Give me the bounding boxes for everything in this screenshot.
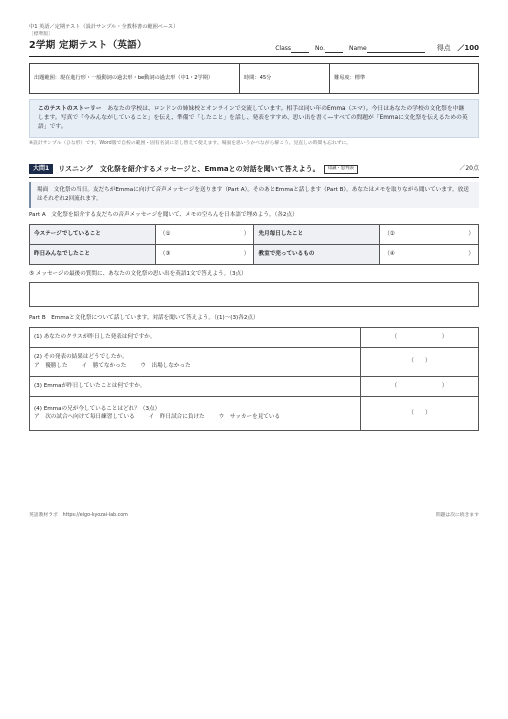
exam-info-box: [29, 63, 479, 94]
name-blank[interactable]: [367, 46, 425, 53]
table-row: [30, 376, 479, 396]
memo-table: [29, 224, 479, 265]
exam-time: 時間：45分: [240, 64, 330, 93]
exam-difficulty: 難易度：標準: [334, 75, 366, 82]
question-cell: (2) その発表の結果はどうでしたか。 ア 優勝した イ 勝てなかった ウ 出場しなかった: [30, 347, 361, 376]
answer-cell[interactable]: （ ）: [361, 327, 479, 347]
part-a-instruction: Part A 文化祭を紹介する友だちの音声メッセージを聞いて、メモの空らんを日本語で埋めよう。（各2点）: [29, 212, 298, 219]
number-blank[interactable]: [325, 46, 343, 53]
option-item: イ 勝てなかった: [81, 362, 127, 369]
memo-answer-cell[interactable]: （④ ）: [380, 244, 479, 264]
option-list: [34, 413, 356, 422]
memo-label: 教室で売っているもの: [254, 244, 380, 264]
class-field: Class: [275, 45, 309, 53]
footer-source: 英語教材ラボ https://eigo-kyozai-lab.com: [29, 513, 128, 518]
table-row: [30, 347, 479, 376]
question-1-title: リスニング 文化祭を紹介するメッセージと、Emmaとの対話を聞いて答えよう。: [58, 164, 320, 173]
footer-continue: 問題は次に続きます: [435, 513, 479, 518]
exam-page: [29, 24, 479, 518]
memo-answer-cell[interactable]: （③ ）: [155, 244, 254, 264]
question-cell: (4) Emmaの兄が今していることはどれ？（3点） ア 次の試合へ向けて毎日練習している イ 昨日試合に負けた ウ サッカーを見ている: [30, 396, 361, 430]
memo-label: 昨日みんなでしたこと: [30, 244, 156, 264]
memo-label: 今ステージでしていること: [30, 224, 156, 244]
memo-answer-cell[interactable]: （① ）: [155, 224, 254, 244]
skill-badge: 知識・思判表: [324, 165, 358, 174]
question-cell: (3) Emmaが昨日していたことは何ですか。: [30, 376, 361, 396]
memo-answer-cell[interactable]: （② ）: [380, 224, 479, 244]
number-field: No.: [315, 45, 343, 53]
option-item: イ 昨日試合に負けた: [148, 414, 205, 421]
question-5-answer-box[interactable]: [29, 282, 479, 307]
page-title: 2学期 定期テスト（英語）: [29, 40, 147, 52]
story-heading: このテストのストーリー: [38, 106, 102, 113]
option-item: ウ 出場しなかった: [140, 362, 191, 369]
memo-label: 先月毎日したこと: [254, 224, 380, 244]
part-b-table: [29, 327, 479, 431]
table-row: [30, 224, 479, 244]
question-cell: (1) あなたのクラスが昨日した発表は何ですか。: [30, 327, 361, 347]
option-list: [34, 362, 356, 371]
answer-cell[interactable]: （ ）: [361, 376, 479, 396]
subject-line: 中1 英語／定期テスト（設計サンプル・全教科書の範囲ベース）: [29, 24, 179, 30]
student-fields: [275, 44, 479, 53]
answer-cell[interactable]: （ ）: [361, 347, 479, 376]
option-item: ア 次の試合へ向けて毎日練習している: [34, 414, 135, 421]
title-row: [29, 40, 479, 57]
scene-box: 場面 文化祭の当日。友だちがEmmaに向けて音声メッセージを送ります（Part A）。そのあとEmmaと話します（Part B）。あなたはメモを取りながら聞いています。放送はそれぞれ2回流れます。: [29, 182, 479, 208]
page-footer: [29, 513, 479, 519]
question-5-prompt: ⑤ メッセージの最後の質問に、あなたの文化祭の思い出を英語1文で答えよう。（3点）: [29, 270, 247, 277]
story-box: [29, 99, 479, 138]
answer-cell[interactable]: （ ）: [361, 396, 479, 430]
class-blank[interactable]: [291, 46, 309, 53]
option-item: ア 優勝した: [34, 362, 68, 369]
exam-range: 出題範囲：現在進行形・一般動詞の過去形・be動詞の過去形（中1・2学期）: [30, 64, 240, 93]
table-row: [30, 396, 479, 430]
table-row: [30, 244, 479, 264]
story-text: あなたの学校は、ロンドンの姉妹校とオンラインで交流しています。相手は同い年のEmma（エマ）。今日はあなたの学校の文化祭を中継します。写真で「今みんながしていること」を伝え、準備で「したこと」を話し、発表をすすめ、思い出を書く—すべての問題が「Emmaに文化祭を伝えるための英語」です。: [38, 106, 468, 131]
question-1-points: ／20点: [459, 165, 479, 173]
question-1-tag: 大問1: [29, 164, 53, 174]
option-item: ウ サッカーを見ている: [218, 414, 281, 421]
sample-note: ※設計サンプル（ひな形）です。Word版で自校の範囲・固有名詞に差し替えて使えます。場面を思いうかべながら解こう。見直しの時間も忘れずに。: [29, 141, 352, 147]
name-field: Name: [349, 45, 425, 53]
score-field: 得点 ／100: [436, 43, 479, 52]
table-row: [30, 327, 479, 347]
question-1-header: [29, 164, 479, 178]
part-b-instruction: Part B Emmaと文化祭について話しています。対話を聞いて答えよう。（(1)〜(3)各2点）: [29, 315, 259, 322]
edition-label: ［標準版］: [29, 32, 53, 38]
